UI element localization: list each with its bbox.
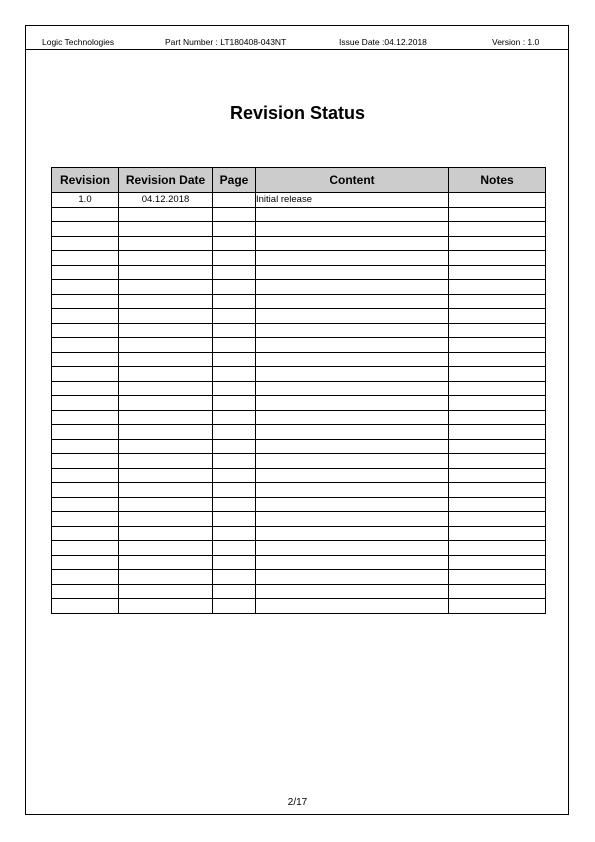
table-row-empty — [52, 396, 546, 411]
cell-revision: 1.0 — [52, 193, 119, 208]
cell-page — [213, 251, 256, 266]
cell-revision — [52, 222, 119, 237]
table-row-empty — [52, 280, 546, 295]
cell-content — [256, 265, 449, 280]
column-header-revision: Revision — [52, 168, 119, 193]
cell-page — [213, 512, 256, 527]
cell-revision — [52, 454, 119, 469]
table-row-empty — [52, 309, 546, 324]
cell-notes — [449, 280, 546, 295]
cell-revision-date — [119, 439, 213, 454]
cell-revision-date — [119, 425, 213, 440]
cell-revision-date — [119, 309, 213, 324]
cell-revision-date — [119, 338, 213, 353]
cell-notes — [449, 468, 546, 483]
cell-revision-date — [119, 570, 213, 585]
cell-page — [213, 265, 256, 280]
cell-revision-date — [119, 512, 213, 527]
table-row-empty — [52, 512, 546, 527]
cell-notes — [449, 410, 546, 425]
cell-page — [213, 367, 256, 382]
cell-revision-date — [119, 410, 213, 425]
cell-content — [256, 207, 449, 222]
document-header — [25, 33, 569, 49]
cell-revision — [52, 468, 119, 483]
column-header-revision-date: Revision Date — [119, 168, 213, 193]
cell-page — [213, 497, 256, 512]
cell-page — [213, 584, 256, 599]
cell-page — [213, 541, 256, 556]
cell-revision-date — [119, 251, 213, 266]
table-row-empty — [52, 381, 546, 396]
column-header-page: Page — [213, 168, 256, 193]
cell-content — [256, 410, 449, 425]
cell-revision — [52, 207, 119, 222]
table-row — [52, 193, 546, 208]
table-row-empty — [52, 425, 546, 440]
cell-content — [256, 294, 449, 309]
cell-revision-date — [119, 352, 213, 367]
cell-page — [213, 570, 256, 585]
table-row-empty — [52, 468, 546, 483]
column-header-content: Content — [256, 168, 449, 193]
table-header-row — [52, 168, 546, 193]
cell-revision-date — [119, 541, 213, 556]
cell-revision — [52, 309, 119, 324]
cell-page — [213, 309, 256, 324]
table-row-empty — [52, 555, 546, 570]
cell-content — [256, 599, 449, 614]
cell-revision — [52, 584, 119, 599]
cell-revision — [52, 381, 119, 396]
cell-content — [256, 454, 449, 469]
cell-revision — [52, 367, 119, 382]
cell-revision — [52, 236, 119, 251]
cell-content — [256, 555, 449, 570]
cell-revision-date — [119, 396, 213, 411]
cell-notes — [449, 512, 546, 527]
table-row-empty — [52, 497, 546, 512]
table-row-empty — [52, 483, 546, 498]
cell-revision-date — [119, 497, 213, 512]
table-row-empty — [52, 541, 546, 556]
cell-revision-date — [119, 367, 213, 382]
cell-revision-date — [119, 222, 213, 237]
cell-revision-date — [119, 599, 213, 614]
cell-revision — [52, 323, 119, 338]
cell-page — [213, 425, 256, 440]
cell-content — [256, 570, 449, 585]
cell-revision — [52, 251, 119, 266]
cell-content — [256, 425, 449, 440]
cell-revision — [52, 352, 119, 367]
cell-revision — [52, 497, 119, 512]
cell-revision-date: 04.12.2018 — [119, 193, 213, 208]
cell-page — [213, 526, 256, 541]
cell-content — [256, 352, 449, 367]
cell-page — [213, 323, 256, 338]
cell-content — [256, 367, 449, 382]
cell-page — [213, 381, 256, 396]
cell-page — [213, 207, 256, 222]
cell-page — [213, 193, 256, 208]
cell-page — [213, 555, 256, 570]
cell-revision — [52, 483, 119, 498]
cell-page — [213, 294, 256, 309]
table-row-empty — [52, 439, 546, 454]
cell-notes — [449, 381, 546, 396]
issue-date: Issue Date :04.12.2018 — [339, 37, 427, 47]
cell-content — [256, 439, 449, 454]
cell-notes — [449, 439, 546, 454]
cell-page — [213, 410, 256, 425]
cell-page — [213, 439, 256, 454]
cell-revision — [52, 410, 119, 425]
cell-revision — [52, 555, 119, 570]
cell-page — [213, 352, 256, 367]
table-row-empty — [52, 338, 546, 353]
cell-notes — [449, 207, 546, 222]
cell-notes — [449, 193, 546, 208]
cell-content — [256, 468, 449, 483]
cell-content — [256, 497, 449, 512]
table-row-empty — [52, 294, 546, 309]
cell-notes — [449, 251, 546, 266]
cell-content — [256, 236, 449, 251]
cell-notes — [449, 541, 546, 556]
cell-revision-date — [119, 468, 213, 483]
table-row-empty — [52, 584, 546, 599]
cell-notes — [449, 584, 546, 599]
cell-revision — [52, 280, 119, 295]
cell-revision — [52, 338, 119, 353]
cell-revision-date — [119, 555, 213, 570]
cell-revision-date — [119, 265, 213, 280]
cell-revision-date — [119, 294, 213, 309]
revision-table — [51, 167, 546, 614]
cell-page — [213, 222, 256, 237]
cell-notes — [449, 526, 546, 541]
company-name: Logic Technologies — [42, 37, 115, 47]
cell-notes — [449, 309, 546, 324]
cell-revision — [52, 439, 119, 454]
cell-revision — [52, 294, 119, 309]
cell-notes — [449, 222, 546, 237]
table-row-empty — [52, 265, 546, 280]
cell-revision — [52, 512, 119, 527]
cell-content — [256, 541, 449, 556]
cell-page — [213, 599, 256, 614]
cell-content — [256, 584, 449, 599]
cell-notes — [449, 599, 546, 614]
cell-revision — [52, 570, 119, 585]
cell-revision — [52, 541, 119, 556]
cell-notes — [449, 265, 546, 280]
cell-revision-date — [119, 236, 213, 251]
cell-page — [213, 338, 256, 353]
cell-notes — [449, 497, 546, 512]
cell-content — [256, 381, 449, 396]
table-row-empty — [52, 526, 546, 541]
cell-content — [256, 396, 449, 411]
cell-notes — [449, 236, 546, 251]
cell-notes — [449, 454, 546, 469]
cell-revision — [52, 599, 119, 614]
cell-page — [213, 483, 256, 498]
table-row-empty — [52, 599, 546, 614]
cell-content — [256, 251, 449, 266]
cell-revision — [52, 265, 119, 280]
cell-revision-date — [119, 483, 213, 498]
cell-notes — [449, 352, 546, 367]
cell-revision-date — [119, 280, 213, 295]
cell-content: Initial release — [256, 193, 449, 208]
table-row-empty — [52, 251, 546, 266]
cell-content — [256, 512, 449, 527]
cell-revision-date — [119, 454, 213, 469]
cell-revision-date — [119, 381, 213, 396]
table-row-empty — [52, 323, 546, 338]
table-row-empty — [52, 352, 546, 367]
table-row-empty — [52, 454, 546, 469]
table-row-empty — [52, 207, 546, 222]
cell-content — [256, 309, 449, 324]
table-row-empty — [52, 570, 546, 585]
cell-revision-date — [119, 526, 213, 541]
cell-page — [213, 468, 256, 483]
cell-revision — [52, 526, 119, 541]
cell-notes — [449, 323, 546, 338]
cell-notes — [449, 555, 546, 570]
table-row-empty — [52, 222, 546, 237]
table-row-empty — [52, 410, 546, 425]
part-number: Part Number : LT180408-043NT — [165, 37, 287, 47]
cell-notes — [449, 483, 546, 498]
cell-revision-date — [119, 207, 213, 222]
cell-content — [256, 483, 449, 498]
cell-page — [213, 280, 256, 295]
cell-notes — [449, 338, 546, 353]
cell-notes — [449, 294, 546, 309]
cell-notes — [449, 425, 546, 440]
header-divider — [25, 49, 569, 50]
cell-notes — [449, 367, 546, 382]
cell-page — [213, 454, 256, 469]
cell-content — [256, 222, 449, 237]
cell-revision-date — [119, 584, 213, 599]
cell-page — [213, 396, 256, 411]
cell-content — [256, 280, 449, 295]
cell-revision-date — [119, 323, 213, 338]
cell-content — [256, 323, 449, 338]
column-header-notes: Notes — [449, 168, 546, 193]
cell-notes — [449, 570, 546, 585]
cell-content — [256, 338, 449, 353]
cell-content — [256, 526, 449, 541]
page-number: 2/17 — [287, 797, 308, 808]
cell-revision — [52, 396, 119, 411]
cell-page — [213, 236, 256, 251]
table-row-empty — [52, 367, 546, 382]
cell-revision — [52, 425, 119, 440]
table-row-empty — [52, 236, 546, 251]
version: Version : 1.0 — [492, 37, 540, 47]
page-title: Revision Status — [229, 103, 366, 123]
cell-notes — [449, 396, 546, 411]
